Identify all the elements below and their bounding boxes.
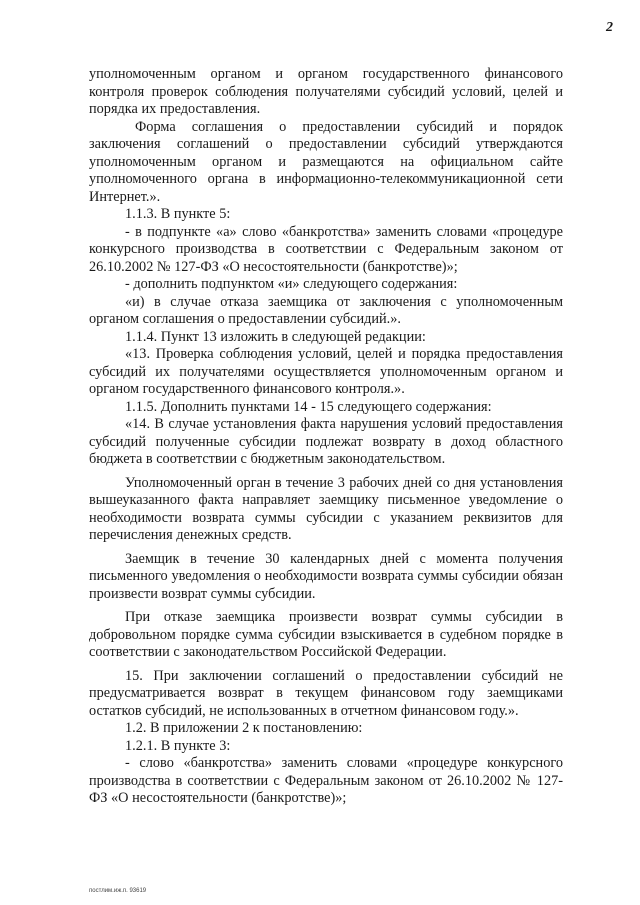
paragraph-17: - слово «банкротства» заменить словами «процедуре конкурсного производства в соответствии с Федеральным законом от 26.10.2002 № 127-ФЗ «О несостоятельности (банкротстве)»; bbox=[89, 755, 563, 806]
document-body bbox=[89, 66, 563, 808]
footer-code: постлим.иж.п. 93619 bbox=[89, 888, 147, 894]
paragraph-11: Уполномоченный орган в течение 3 рабочих дней со дня установления вышеуказанного факта направляет заемщику письменное уведомление о необходимости возврата суммы субсидии с указанием реквизитов для перечисления денежных средств. bbox=[89, 474, 563, 543]
paragraph-10: «14. В случае установления факта нарушения условий предоставления субсидий полученные субсидии подлежат возврату в доход областного бюджета в соответствии с бюджетным законодательством. bbox=[89, 416, 563, 467]
paragraph-5: - дополнить подпунктом «и» следующего содержания: bbox=[125, 276, 458, 292]
paragraph-7: 1.1.4. Пункт 13 изложить в следующей редакции: bbox=[125, 328, 426, 345]
paragraph-9: 1.1.5. Дополнить пунктами 14 - 15 следующего содержания: bbox=[125, 398, 492, 415]
paragraph-12: Заемщик в течение 30 календарных дней с момента получения письменного уведомления о необходимости возврата суммы субсидии обязан произвести возврат суммы субсидии. bbox=[89, 550, 563, 602]
paragraph-16: 1.2.1. В пункте 3: bbox=[125, 737, 231, 754]
paragraph-3: 1.1.3. В пункте 5: bbox=[125, 206, 231, 222]
paragraph-1: уполномоченным органом и органом государственного финансового контроля проверок соблюдения получателями субсидий условий, целей и порядка их предоставления. bbox=[89, 66, 563, 117]
page-number: 2 bbox=[606, 20, 613, 35]
paragraph-8: «13. Проверка соблюдения условий, целей и порядка предоставления субсидий их получателями осуществляется уполномоченным органом и органом государственного финансового контроля.». bbox=[89, 346, 563, 397]
paragraph-13: При отказе заемщика произвести возврат суммы субсидии в добровольном порядке сумма субсидии взыскивается в судебном порядке в соответствии с законодательством Российской Федерации. bbox=[89, 609, 563, 660]
paragraph-6: «и) в случае отказа заемщика от заключения с уполномоченным органом соглашения о предоставлении субсидий.». bbox=[89, 293, 563, 327]
paragraph-2: Форма соглашения о предоставлении субсидий и порядок заключения соглашений о предоставлении субсидий утверждаются уполномоченным органом и размещаются на официальном сайте уполномоченного органа в информационно-телекоммуникационной сети Интернет.». bbox=[89, 118, 563, 205]
paragraph-4: - в подпункте «а» слово «банкротства» заменить словами «процедуре конкурсного производства в соответствии с Федеральным законом от 26.10.2002 № 127-ФЗ «О несостоятельности (банкротстве)»; bbox=[89, 223, 563, 275]
paragraph-14: 15. При заключении соглашений о предоставлении субсидий не предусматривается возврат в текущем финансовом году заемщиками остатков субсидий, не использованных в отчетном финансовом году.». bbox=[89, 667, 563, 719]
paragraph-15: 1.2. В приложении 2 к постановлению: bbox=[125, 720, 363, 736]
